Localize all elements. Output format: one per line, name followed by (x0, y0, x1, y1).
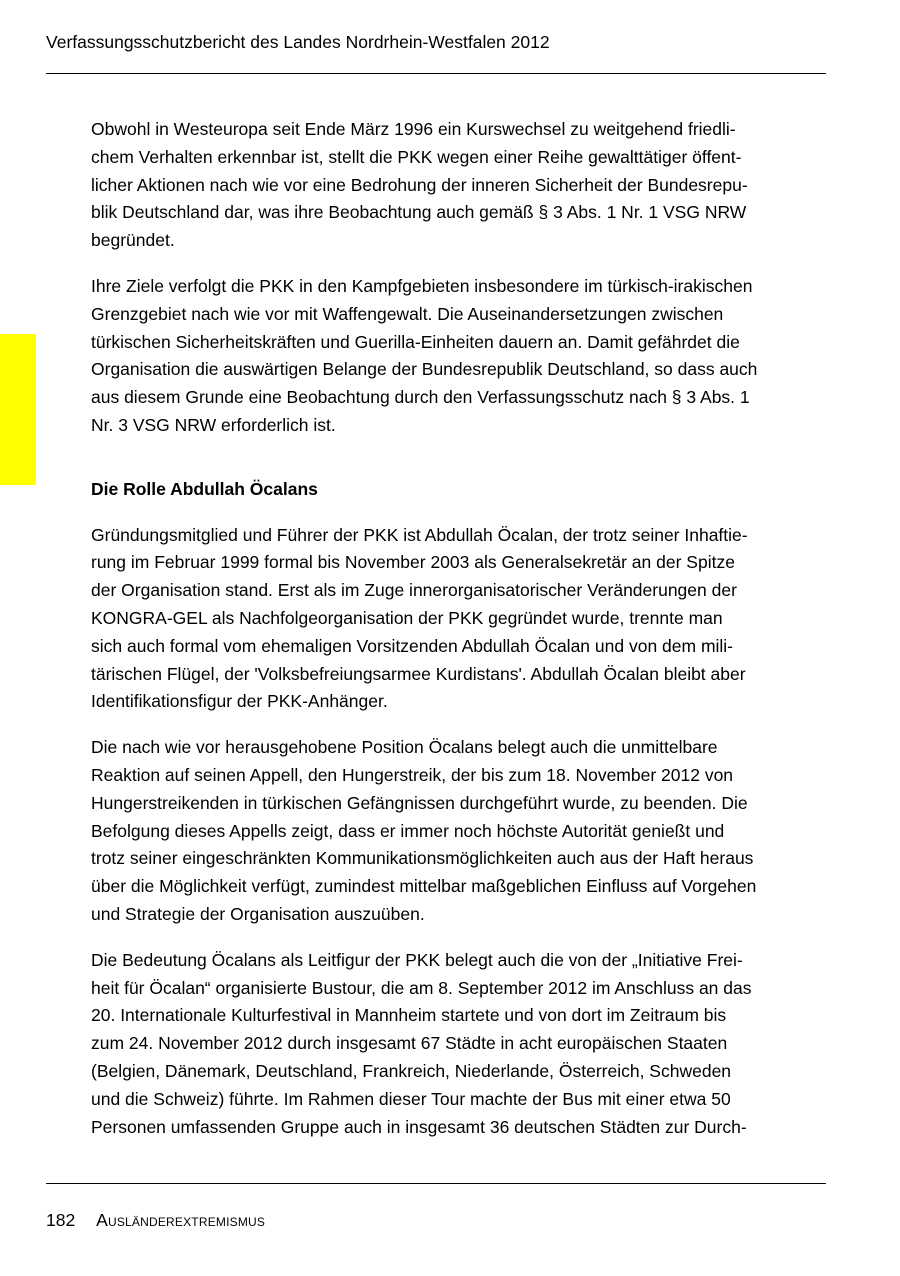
chapter-marker-tab (0, 334, 36, 485)
body-paragraph: Ihre Ziele verfolgt die PKK in den Kampfgebieten insbesondere im türkisch-irakischen Grenzgebiet nach wie vor mit Waffengewalt. Die Auseinandersetzungen zwischen türkischen Sicherheitskräften und Guerilla-Einheiten dauern an. Damit gefährdet die Organisation die auswärtigen Belange der Bundesrepublik Deutschland, so dass auch aus diesem Grunde eine Beobachtung durch den Verfassungsschutz nach § 3 Abs. 1 Nr. 3 VSG NRW erforderlich ist. (91, 275, 758, 435)
body-paragraph: Die nach wie vor herausgehobene Position Öcalans belegt auch die unmittelbare Reaktion auf seinen Appell, den Hungerstreik, der bis zum 18. November 2012 von Hungerstreikenden in türkischen Gefängnissen durchgeführt wurde, zu beenden. Die Befolgung dieses Appells zeigt, dass er immer noch höchste Autorität genießt und trotz seiner eingeschränkten Kommunikationsmöglichkeiten auch aus der Haft heraus über die Möglichkeit verfügt, zumindest mittelbar maßgeblichen Einfluss auf Vorgehen und Strategie der Organisation auszuüben. (91, 737, 757, 924)
footer-divider (46, 1183, 826, 1184)
running-header-title: Verfassungsschutzbericht des Landes Nordrhein-Westfalen 2012 (46, 32, 550, 52)
body-paragraph: Die Bedeutung Öcalans als Leitfigur der PKK belegt auch die von der „Initiative Frei- heit für Öcalan“ organisierte Bustour, die am 8. September 2012 im Anschluss an das 20. Internationale Kulturfestival in Mannheim startete und von dort im Zeitraum bis zum 24. November 2012 durch insgesamt 67 Städte in acht europäischen Staaten (Belgien, Dänemark, Deutschland, Frankreich, Niederlande, Österreich, Schweden und die Schweiz) führte. Im Rahmen dieser Tour machte der Bus mit einer etwa 50 Personen umfassenden Gruppe auch in insgesamt 36 deutschen Städten zur Durch- (91, 949, 752, 1137)
body-paragraph: Gründungsmitglied und Führer der PKK ist Abdullah Öcalan, der trotz seiner Inhaftie- rung im Februar 1999 formal bis November 2003 als Generalsekretär an der Spitze der Organisation stand. Erst als im Zuge innerorganisatorischer Veränderungen der KONGRA-GEL als Nachfolgeorganisation der PKK gegründet wurde, trennte man sich auch formal vom ehemaligen Vorsitzenden Abdullah Öcalan und von dem mili- tärischen Flügel, der 'Volksbefreiungsarmee Kurdistans'. Abdullah Öcalan bleibt aber Identifikationsfigur der PKK-Anhänger. (91, 524, 748, 712)
section-heading: Die Rolle Abdullah Öcalans (91, 478, 318, 499)
page-number: 182 (46, 1210, 76, 1230)
page-footer (46, 1209, 265, 1231)
header-divider (46, 73, 826, 74)
footer-section-name: Ausländerextremismus (96, 1210, 266, 1230)
page-body (91, 116, 831, 1159)
body-paragraph: Obwohl in Westeuropa seit Ende März 1996 ein Kurswechsel zu weitgehend friedli- chem Verhalten erkennbar ist, stellt die PKK wegen einer Reihe gewalttätiger öffent- licher Aktionen nach wie vor eine Bedrohung der inneren Sicherheit der Bundesrepu- blik Deutschland dar, was ihre Beobachtung auch gemäß § 3 Abs. 1 Nr. 1 VSG NRW begründet. (91, 119, 748, 251)
